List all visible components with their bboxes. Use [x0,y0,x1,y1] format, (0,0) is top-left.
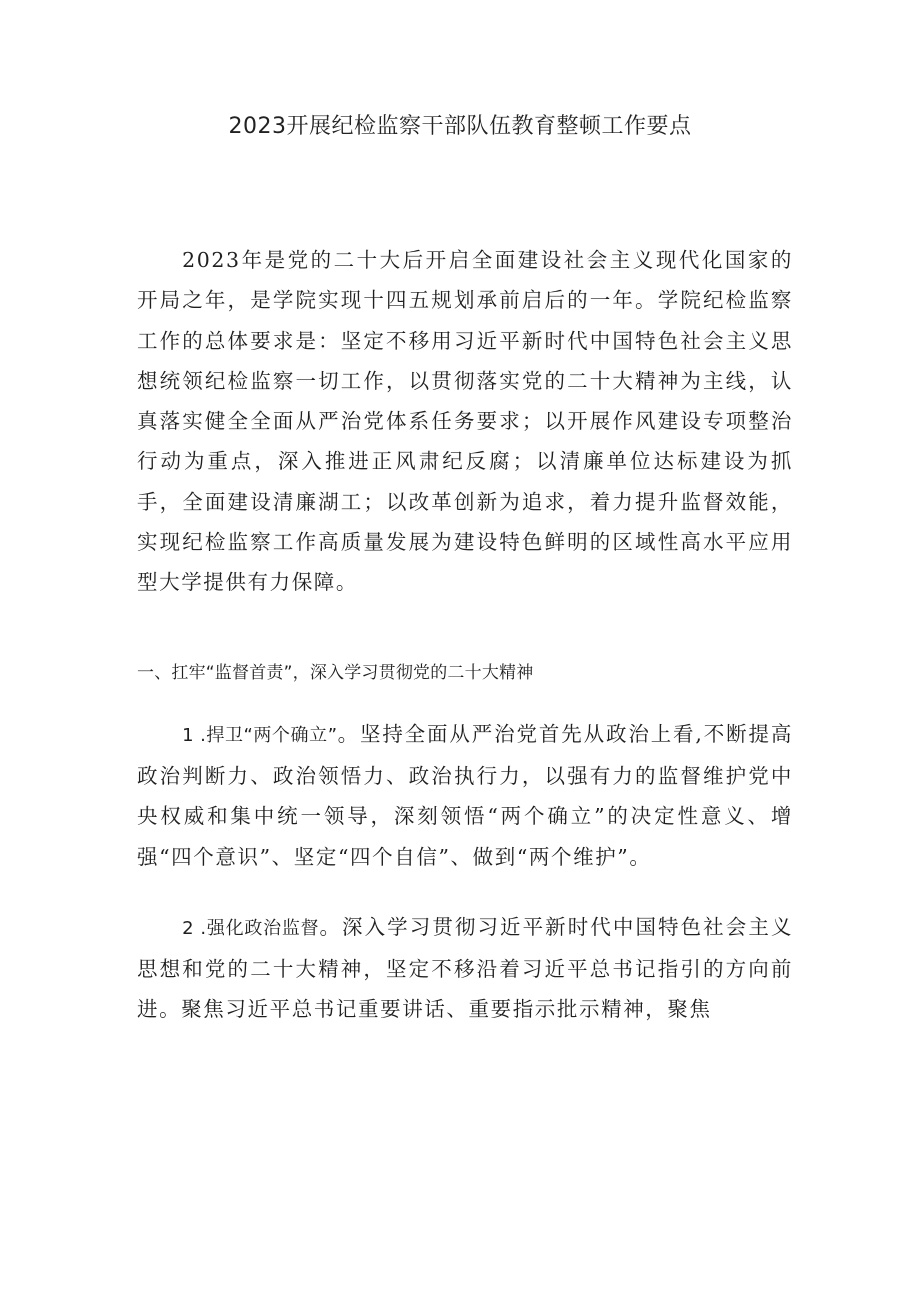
item-text: 。深入学习贯彻习近平新时代中国特色社会主义思想和党的二十大精神，坚定不移沿着习近平总书记指引的方向前进。聚焦习近平总书记重要讲话、重要指示批示精神，聚焦 [137,914,793,1022]
list-item [137,907,793,1030]
item-lead: 1 .捍卫“两个确立” [182,724,338,746]
item-text: 。坚持全面从严治党首先从政治上看,不断提高政治判断力、政治领悟力、政治执行力，以强有力的监督维护党中央权威和集中统一领导，深刻领悟“两个确立”的决定性意义、增强“四个意识”、坚定“四个自信”、做到“两个维护”。 [137,721,793,869]
document-body [137,240,793,1030]
item-lead: 2 .强化政治监督 [182,917,320,939]
intro-paragraph: 2023年是党的二十大后开启全面建设社会主义现代化国家的开局之年，是学院实现十四五规划承前启后的一年。学院纪检监察工作的总体要求是：坚定不移用习近平新时代中国特色社会主义思想统领纪检监察一切工作，以贯彻落实党的二十大精神为主线，认真落实健全全面从严治党体系任务要求；以开展作风建设专项整治行动为重点，深入推进正风肃纪反腐；以清廉单位达标建设为抓手，全面建设清廉湖工；以改革创新为追求，着力提升监督效能，实现纪检监察工作高质量发展为建设特色鲜明的区域性高水平应用型大学提供有力保障。 [137,248,793,595]
section-heading: 一、扛牢“监督首责”，深入学习贯彻党的二十大精神 [137,662,534,683]
document-title: 2023开展纪检监察干部队伍教育整顿工作要点 [228,114,692,139]
list-item [137,714,793,877]
